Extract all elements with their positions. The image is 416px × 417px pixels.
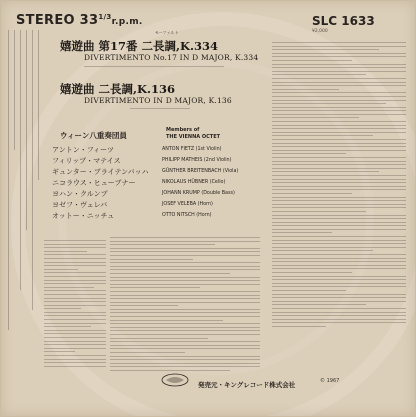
member-name-en: JOHANN KRUMP (Double Bass) <box>162 191 235 196</box>
liner-notes-center <box>110 237 260 374</box>
work-1-movements <box>84 66 224 70</box>
member-name-ja: ヨハン・クルンプ <box>52 190 108 198</box>
ensemble-name-en <box>166 127 220 141</box>
ensemble-name-ja: ウィーン八重奏団員 <box>60 131 127 140</box>
liner-notes-right <box>272 42 406 330</box>
ensemble-name-en-line2: THE VIENNA OCTET <box>166 134 221 140</box>
work-2-movements <box>130 108 190 112</box>
member-name-ja: ギュンター・ブライテンバッハ <box>52 168 149 176</box>
work-2-title-ja: 嬉遊曲 二長調,K.136 <box>60 82 176 96</box>
vertical-text-column <box>14 30 16 153</box>
price: ¥2,000 <box>312 29 328 34</box>
vertical-text-column <box>8 30 10 333</box>
vertical-text-column <box>38 30 40 183</box>
stereo-label <box>16 13 143 28</box>
member-name-en: GÜNTHER BREITENBACH (Viola) <box>162 169 239 174</box>
work-1-title-en: DIVERTIMENTO No.17 IN D MAJOR, K.334 <box>84 53 259 62</box>
vertical-text-column <box>32 30 34 313</box>
member-name-ja: オットー・ニッチュ <box>52 212 115 220</box>
work-2-title-en: DIVERTIMENTO IN D MAJOR, K.136 <box>84 96 232 105</box>
liner-notes-left <box>44 240 106 369</box>
publisher: 発売元・キングレコード株式会社 <box>198 381 296 389</box>
member-name-en: ANTON FIETZ (1st Violin) <box>162 147 222 152</box>
composer-name: モーツァルト <box>155 30 179 35</box>
stereo-text: STEREO 33 <box>16 13 99 28</box>
member-name-en: JOSEF VELEBA (Horn) <box>162 202 213 207</box>
member-name-ja: フィリップ・マテイス <box>52 157 121 165</box>
vertical-text-column <box>26 30 28 233</box>
catalog-number: SLC 1633 <box>312 14 375 28</box>
copyright: © 1967 <box>320 378 340 384</box>
stereo-fraction: 1/3 <box>98 13 112 21</box>
member-name-en: PHILIPP MATHEIS (2nd Violin) <box>162 158 232 163</box>
member-name-en: OTTO NITSCH (Horn) <box>162 213 212 218</box>
member-name-ja: ヨゼフ・ヴェレバ <box>52 201 108 209</box>
member-name-en: NIKOLAUS HÜBNER (Cello) <box>162 180 226 185</box>
member-name-ja: ニコラウス・ヒューブナー <box>52 179 136 187</box>
stereo-rpm: r.p.m. <box>111 17 143 27</box>
member-name-ja: アントン・フィーツ <box>52 146 114 154</box>
vertical-text-column <box>20 30 22 293</box>
ensemble-name-en-line1: Members of <box>166 127 200 133</box>
work-1-title-ja: 嬉遊曲 第17番 二長調,K.334 <box>60 39 219 53</box>
label-logo-icon <box>160 372 190 388</box>
